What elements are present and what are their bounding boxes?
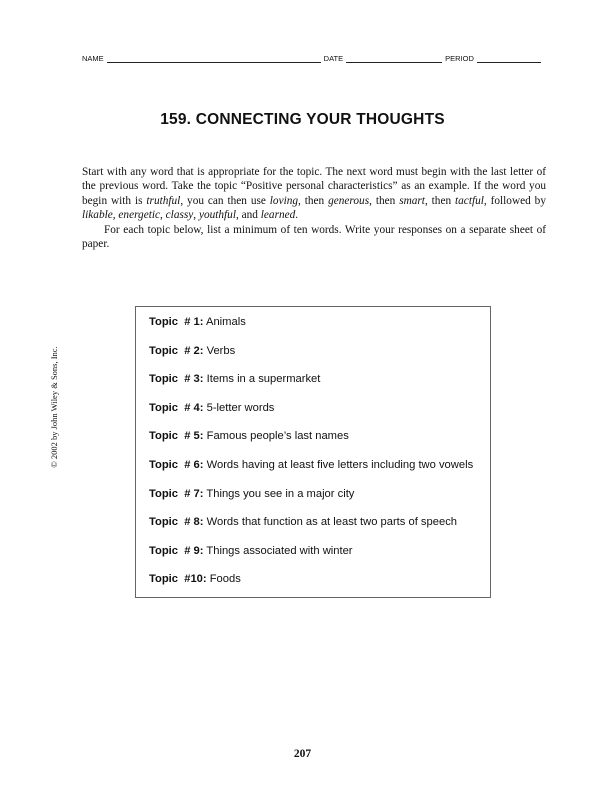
copyright-text: © 2002 by John Wiley & Sons, Inc. bbox=[49, 346, 59, 468]
topic-label: Topic # 3: bbox=[149, 373, 204, 386]
topic-item bbox=[149, 316, 246, 328]
topic-label: Topic # 1: bbox=[149, 316, 204, 328]
topic-item bbox=[149, 402, 274, 414]
topic-text: Words having at least five letters including two vowels bbox=[206, 459, 474, 471]
example-word: classy bbox=[165, 209, 194, 222]
instruction-text: , followed by bbox=[483, 194, 546, 207]
topic-label: Topic # 9: bbox=[149, 544, 204, 557]
example-word: tactful bbox=[455, 194, 484, 207]
instructions-paragraph-2: For each topic below, list a minimum of ten words. Write your responses on a separate sheet of paper. bbox=[82, 223, 546, 251]
topic-item bbox=[149, 545, 353, 557]
topic-text: Famous people’s last names bbox=[206, 430, 349, 443]
instruction-text: , bbox=[160, 209, 166, 222]
topic-label: Topic # 4: bbox=[149, 401, 204, 414]
topic-item bbox=[149, 573, 241, 585]
topic-label: Topic # 2: bbox=[149, 344, 204, 357]
topic-label: Topic # 5: bbox=[149, 430, 204, 443]
example-word: generous bbox=[328, 194, 370, 207]
student-info-header bbox=[82, 54, 548, 63]
page-title: 159. CONNECTING YOUR THOUGHTS bbox=[160, 111, 445, 128]
name-blank[interactable] bbox=[107, 54, 321, 63]
topic-text: Verbs bbox=[206, 344, 236, 357]
example-word: smart bbox=[399, 194, 425, 207]
date-label: DATE bbox=[323, 54, 344, 63]
topic-label: Topic # 6: bbox=[149, 459, 204, 471]
topic-label: Topic # 8: bbox=[149, 516, 204, 529]
name-label: NAME bbox=[82, 54, 104, 63]
instruction-text: , then bbox=[424, 194, 456, 207]
topic-text: Things associated with winter bbox=[206, 544, 353, 557]
instruction-text: , bbox=[112, 209, 119, 222]
instructions-paragraph-1 bbox=[82, 165, 546, 223]
topic-text: 5-letter words bbox=[206, 401, 275, 414]
topic-text: Animals bbox=[206, 316, 246, 328]
topic-text: Items in a supermarket bbox=[206, 373, 321, 386]
example-word: youthful bbox=[198, 209, 236, 222]
topic-item bbox=[149, 430, 349, 442]
topic-item bbox=[149, 373, 320, 385]
topic-item bbox=[149, 459, 473, 471]
topic-item bbox=[149, 488, 354, 500]
instructions bbox=[82, 165, 546, 251]
instruction-text: , you can then use bbox=[180, 194, 270, 207]
date-blank[interactable] bbox=[346, 54, 442, 63]
instruction-text: , and bbox=[235, 209, 261, 222]
topic-text: Foods bbox=[209, 573, 241, 586]
topic-text: Things you see in a major city bbox=[206, 487, 355, 500]
example-word: truthful bbox=[146, 194, 181, 207]
instruction-text: , bbox=[193, 209, 199, 222]
period-blank[interactable] bbox=[477, 54, 541, 63]
topic-item bbox=[149, 345, 235, 357]
page-number: 207 bbox=[293, 748, 312, 760]
example-word: loving bbox=[269, 194, 299, 207]
topic-label: Topic # 7: bbox=[149, 487, 204, 500]
period-label: PERIOD bbox=[445, 54, 474, 63]
topic-label: Topic #10: bbox=[149, 573, 207, 586]
example-word: learned bbox=[260, 209, 296, 222]
instruction-text: , then bbox=[369, 194, 400, 207]
topic-list-box bbox=[135, 306, 491, 598]
topic-text: Words that function as at least two parts of speech bbox=[206, 516, 458, 529]
instruction-text: . bbox=[295, 209, 299, 222]
instruction-text: , then bbox=[298, 194, 329, 207]
example-word: energetic bbox=[118, 209, 161, 222]
instruction-text: Start with any word that is appropriate for the topic. The next word must begin with the last letter of the previous word. Take the topic “Positive personal characteristics” as an example. If the word you begin with is bbox=[82, 166, 546, 207]
example-word: likable bbox=[82, 209, 113, 222]
topic-item bbox=[149, 516, 457, 528]
